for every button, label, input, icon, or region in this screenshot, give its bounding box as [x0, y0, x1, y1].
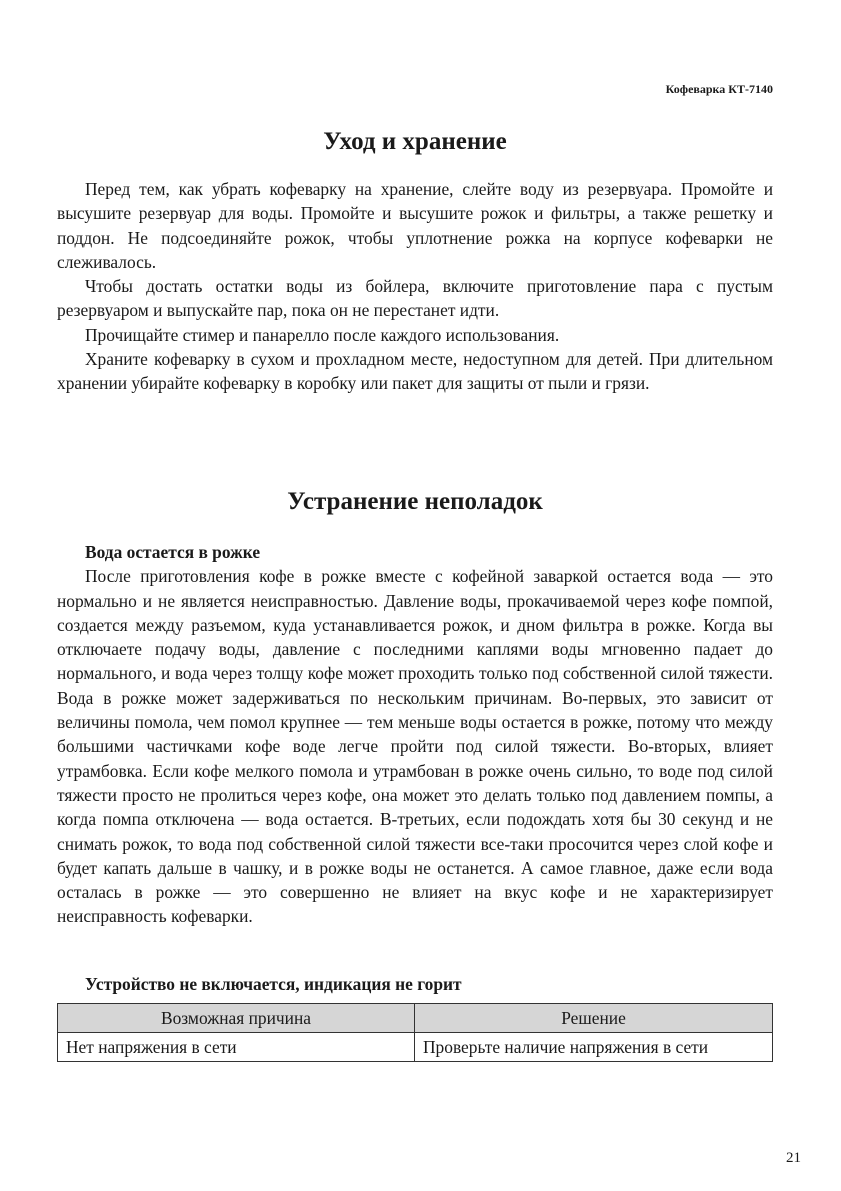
table-cell-cause: Нет напряжения в сети: [58, 1033, 415, 1062]
column-header-cause: Возможная причина: [58, 1004, 415, 1033]
issue-heading: Вода остается в рожке: [85, 542, 261, 562]
page-number: 21: [786, 1150, 801, 1166]
table-cell-solution: Проверьте наличие напряжения в сети: [415, 1033, 773, 1062]
issue-heading: Устройство не включается, индикация не горит: [85, 974, 462, 994]
care-paragraph: Храните кофеварку в сухом и прохладном месте, недоступном для детей. При длительном хранении убирайте кофеварку в коробку или пакет для защиты от пыли и грязи.: [57, 349, 773, 394]
care-section: [57, 177, 773, 396]
table-row: [58, 1033, 773, 1062]
table-header-row: [58, 1004, 773, 1033]
column-header-solution: Решение: [415, 1004, 773, 1033]
care-paragraph: Чтобы достать остатки воды из бойлера, включите приготовление пара с пустым резервуаром и выпускайте пар, пока он не перестанет идти.: [57, 276, 773, 321]
care-paragraph: Перед тем, как убрать кофеварку на хранение, слейте воду из резервуара. Промойте и высушите резервуар для воды. Промойте и высушите рожок и фильтры, а также решетку и поддон. Не подсоединяйте рожок, чтобы уплотнение рожка на корпусе кофеварки не слеживалось.: [57, 179, 773, 272]
document-header: Кофеварка КТ-7140: [665, 82, 773, 96]
care-title: Уход и хранение: [323, 128, 507, 155]
troubleshooting-table: [57, 1003, 773, 1062]
issue-text: После приготовления кофе в рожке вместе с кофейной заваркой остается вода — это нормально и не является неисправностью. Давление воды, прокачиваемой через кофе помпой, создается между разъемом, куда устанавливается рожок, и дном фильтра в рожке. Когда вы отключаете подачу воды, давление с последними каплями воды мгновенно падает до нормального, и вода через толщу кофе может проходить только под собственной силой тяжести. Вода в рожке может задерживаться по нескольким причинам. Во-первых, это зависит от величины помола, чем помол крупнее — тем меньше воды остается в рожке, потому что между большими частичками кофе воде легче пройти под силой тяжести. Во-вторых, влияет утрамбовка. Если кофе мелкого помола и утрамбован в рожке очень сильно, то воде под силой тяжести просто не пролиться через кофе, она может это делать только под давлением помпы, а когда помпа отключена — вода остается. В-третьих, если подождать хотя бы 30 секунд и не снимать рожок, то вода под собственной силой тяжести все-таки просочится через слой кофе и будет капать дальше в чашку, и в рожке воды не останется. А самое главное, даже если вода осталась в рожке — это совершенно не влияет на вкус кофе и не характеризирует неисправность кофеварки.: [57, 566, 773, 927]
issue-water-in-holder: [57, 540, 773, 929]
care-paragraph: Прочищайте стимер и панарелло после каждого использования.: [85, 324, 560, 345]
troubleshooting-title: Устранение неполадок: [287, 488, 543, 515]
